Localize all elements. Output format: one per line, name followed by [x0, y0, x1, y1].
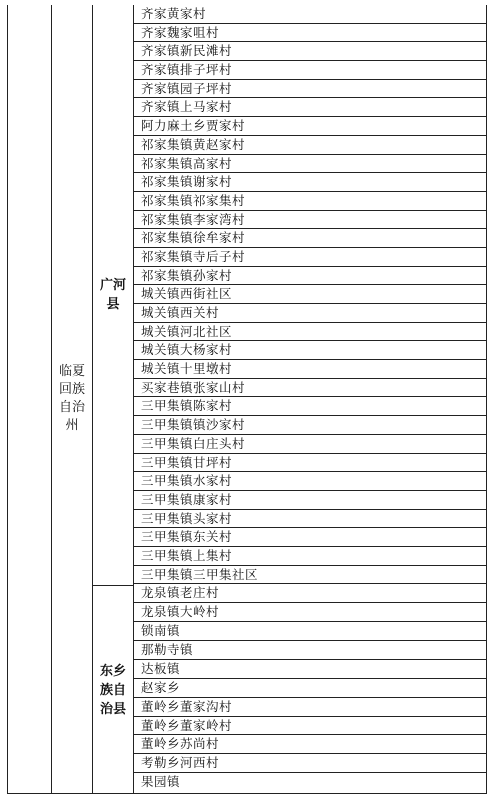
table-row: 城关镇西街社区 — [134, 285, 486, 304]
table-row: 齐家镇新民滩村 — [134, 42, 486, 61]
county-name: 广河县 — [99, 278, 126, 312]
table-row: 祁家集镇寺后子村 — [134, 248, 486, 267]
table-row: 齐家魏家咀村 — [134, 24, 486, 43]
table-row: 城关镇十里墩村 — [134, 360, 486, 379]
table-row: 三甲集镇甘坪村 — [134, 454, 486, 473]
table-row: 三甲集镇头家村 — [134, 510, 486, 529]
table-row: 祁家集镇徐牟家村 — [134, 229, 486, 248]
table-row: 董岭乡董家岭村 — [134, 717, 486, 736]
table-row: 齐家镇园子坪村 — [134, 80, 486, 99]
table-row: 三甲集镇东关村 — [134, 528, 486, 547]
county-cell-dongxiang — [93, 585, 133, 794]
table-row: 锁南镇 — [134, 622, 486, 641]
table-row: 董岭乡苏尚村 — [134, 735, 486, 754]
village-list — [134, 5, 486, 792]
table-row: 三甲集镇镇沙家村 — [134, 416, 486, 435]
table-row: 城关镇河北社区 — [134, 323, 486, 342]
prefecture-cell — [52, 5, 92, 793]
table-row: 果园镇 — [141, 774, 181, 790]
county-name: 东乡族自治县 — [99, 663, 126, 717]
table-row: 祁家集镇祁家集村 — [134, 192, 486, 211]
table-row: 祁家集镇黄赵家村 — [134, 136, 486, 155]
table-row: 祁家集镇李家湾村 — [134, 211, 486, 230]
table-row: 齐家黄家村 — [134, 5, 486, 24]
county-cell-guanghe — [93, 5, 133, 585]
table-row: 祁家集镇高家村 — [134, 155, 486, 174]
table-row: 龙泉镇老庄村 — [134, 584, 486, 603]
table-row: 三甲集镇康家村 — [134, 491, 486, 510]
table-row: 齐家镇排子坪村 — [134, 61, 486, 80]
table-row: 祁家集镇谢家村 — [134, 173, 486, 192]
table-row: 考勒乡河西村 — [134, 754, 486, 773]
village-table — [7, 5, 487, 794]
table-row: 齐家镇上马家村 — [134, 98, 486, 117]
table-row: 三甲集镇上集村 — [134, 547, 486, 566]
table-row: 三甲集镇水家村 — [134, 472, 486, 491]
table-row: 城关镇大杨家村 — [134, 341, 486, 360]
table-row: 董岭乡董家沟村 — [134, 698, 486, 717]
table-row: 三甲集镇三甲集社区 — [134, 566, 486, 585]
table-row: 龙泉镇大岭村 — [134, 603, 486, 622]
table-row: 那勒寺镇 — [134, 641, 486, 660]
prefecture-name: 临夏回族自治州 — [58, 364, 85, 433]
table-row: 阿力麻土乡贾家村 — [134, 117, 486, 136]
table-row: 达板镇 — [134, 660, 486, 679]
table-row: 赵家乡 — [134, 679, 486, 698]
table-row: 买家巷镇张家山村 — [134, 379, 486, 398]
table-row: 三甲集镇陈家村 — [134, 397, 486, 416]
village-group-guanghe — [134, 5, 486, 584]
table-row: 三甲集镇白庄头村 — [134, 435, 486, 454]
table-row: 城关镇西关村 — [134, 304, 486, 323]
village-group-dongxiang — [134, 584, 486, 792]
table-row: 祁家集镇孙家村 — [134, 267, 486, 286]
